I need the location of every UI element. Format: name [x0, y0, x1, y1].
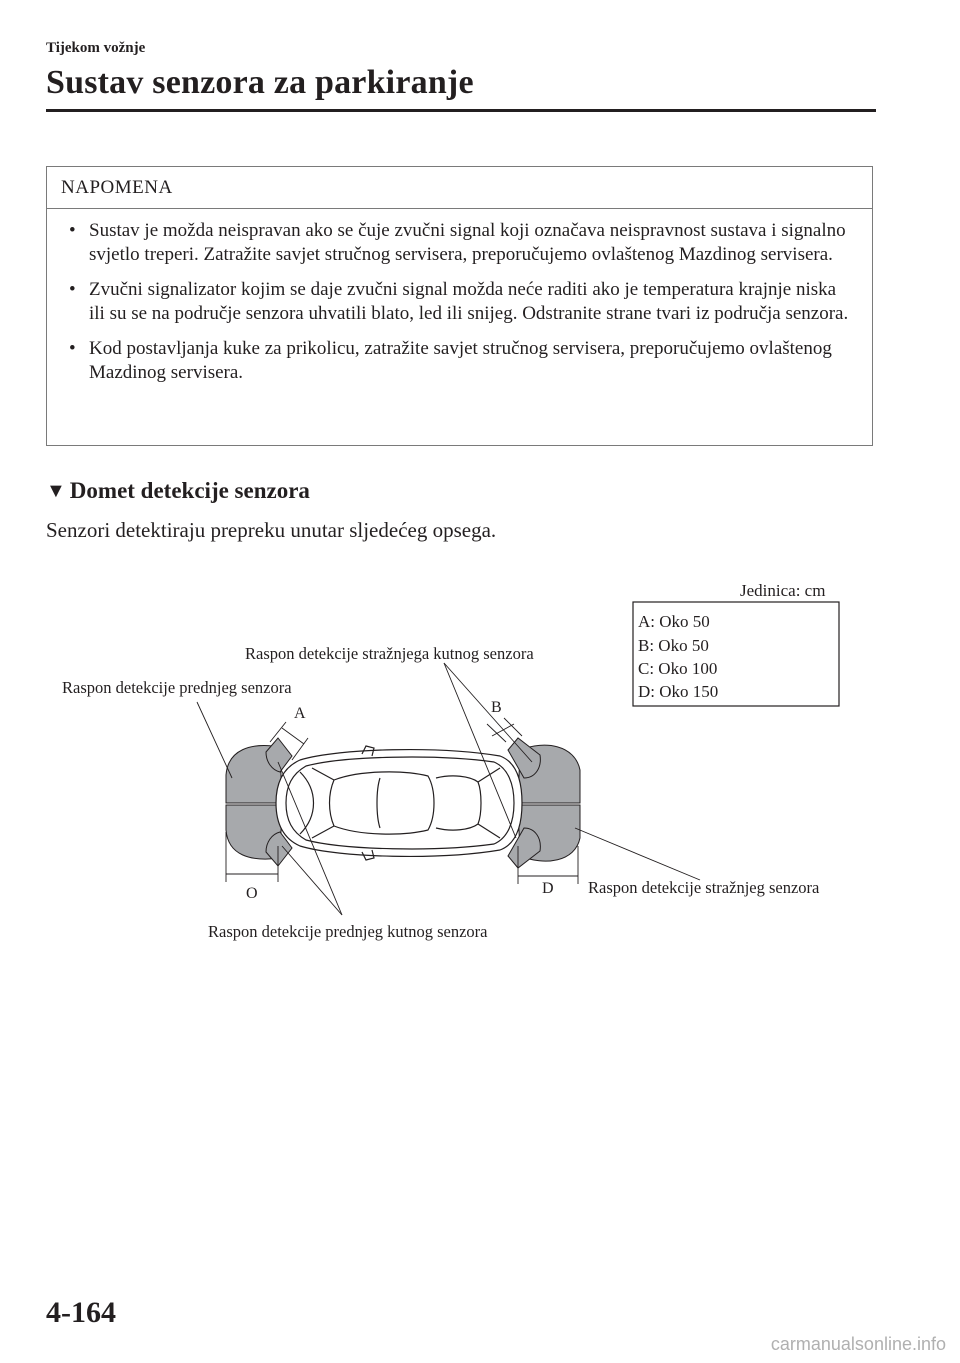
rear-corner-sensor-label: Raspon detekcije stražnjega kutnog senzora [245, 644, 534, 663]
front-corner-sensor-label: Raspon detekcije prednjeg kutnog senzora [208, 922, 488, 941]
note-list [47, 209, 872, 385]
note-item [71, 278, 856, 326]
dimension-c-label: O [246, 885, 258, 902]
rear-sensor-label: Raspon detekcije stražnjeg senzora [588, 878, 820, 897]
legend-item-c: C: Oko 100 [638, 659, 718, 678]
front-sensor-label: Raspon detekcije prednjeg senzora [62, 678, 292, 697]
legend-item-d: D: Oko 150 [638, 682, 719, 701]
chapter-label: Tijekom vožnje [46, 40, 146, 56]
note-item [71, 219, 856, 267]
note-box [46, 166, 873, 446]
legend-item-b: B: Oko 50 [638, 636, 709, 655]
triangle-down-icon: ▼ [46, 479, 66, 502]
watermark: carmanualsonline.info [770, 1334, 946, 1354]
note-item-text: Kod postavljanja kuke za prikolicu, zatražite savjet stručnog servisera, preporučujemo ovlaštenog Mazdinog servisera. [89, 338, 832, 383]
note-item-text: Zvučni signalizator kojim se daje zvučni signal možda neće raditi ako je temperatura krajnje niska ili su se na područje senzora uhvatili blato, led ili snijeg. Odstranite strane tvari iz područja senzora. [89, 279, 849, 324]
section-heading [46, 478, 310, 504]
bullet-icon: • [69, 338, 76, 359]
legend-item-a: A: Oko 50 [638, 612, 710, 631]
dimension-d-label: D [542, 880, 554, 897]
note-item [71, 337, 856, 385]
bullet-icon: • [69, 279, 76, 300]
note-heading: NAPOMENA [47, 167, 872, 209]
title-rule [46, 109, 876, 112]
page-number: 4-164 [46, 1296, 116, 1329]
section-heading-text: Domet detekcije senzora [69, 478, 310, 503]
dimension-a-label: A [294, 705, 306, 722]
unit-label: Jedinica: cm [740, 581, 826, 600]
page-title: Sustav senzora za parkiranje [46, 64, 474, 101]
dimension-b-label: B [491, 699, 502, 716]
section-intro: Senzori detektiraju prepreku unutar sljedećeg opsega. [46, 518, 497, 542]
note-item-text: Sustav je možda neispravan ako se čuje zvučni signal koji označava neispravnost sustava i signalno svjetlo treperi. Zatražite savjet stručnog servisera, preporučujemo ovlaštenog Mazdinog servisera. [89, 220, 846, 265]
bullet-icon: • [69, 220, 76, 241]
sensor-range-diagram [0, 560, 960, 960]
